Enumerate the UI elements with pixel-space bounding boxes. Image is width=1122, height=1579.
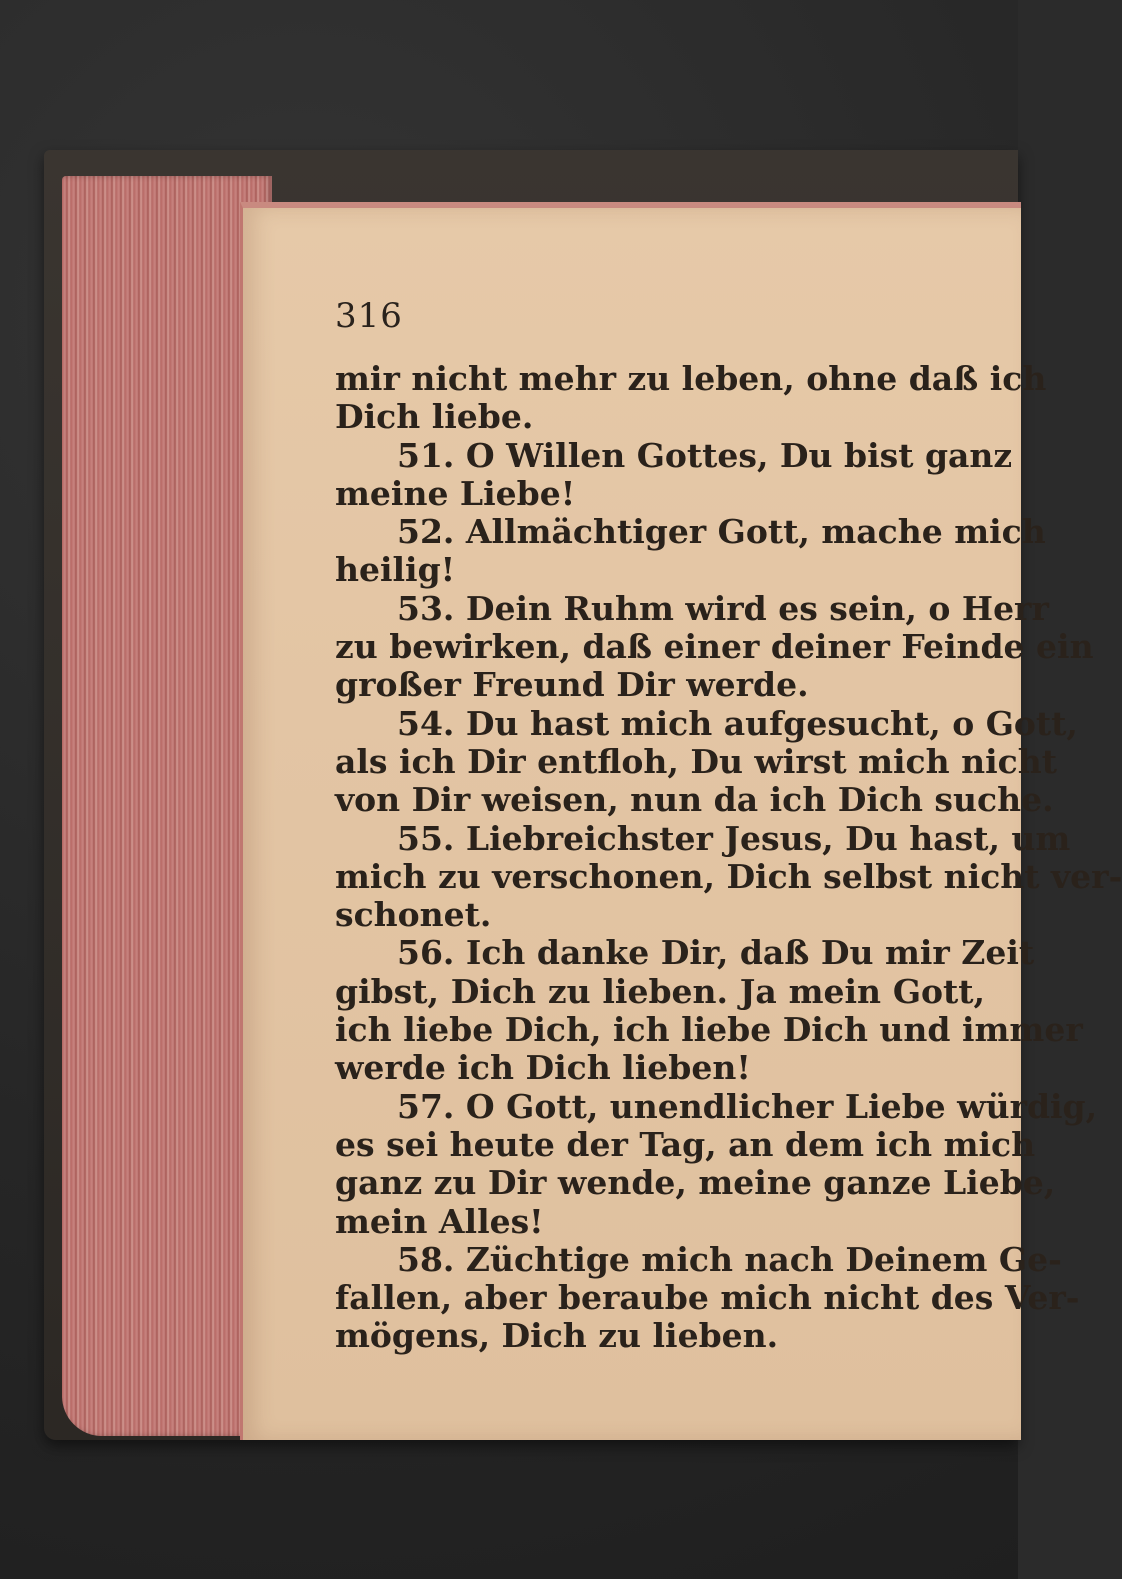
text-line: zu bewirken, daß einer deiner Feinde ein [335, 627, 1094, 667]
text-line: 53. Dein Ruhm wird es sein, o Herr [397, 588, 1049, 628]
text-line: mein Alles! [335, 1201, 544, 1241]
text-line: 54. Du hast mich aufgesucht, o Gott, [397, 703, 1078, 743]
text-line: großer Freund Dir werde. [335, 665, 809, 705]
text-line: meine Liebe! [335, 473, 576, 513]
text-line: 56. Ich danke Dir, daß Du mir Zeit [397, 933, 1035, 973]
text-line: 57. O Gott, unendlicher Liebe würdig, [397, 1086, 1098, 1126]
text-line: als ich Dir entfloh, Du wirst mich nicht [335, 741, 1057, 781]
text-line: 52. Allmächtiger Gott, mache mich [397, 512, 1046, 552]
text-line: 51. O Willen Gottes, Du bist ganz [397, 435, 1013, 475]
page-text [335, 359, 1122, 1356]
text-line: werde ich Dich lieben! [335, 1048, 751, 1088]
text-line: mir nicht mehr zu leben, ohne daß ich [335, 359, 1047, 398]
text-line: ich liebe Dich, ich liebe Dich und immer [335, 1010, 1083, 1050]
text-line: 58. Züchtige mich nach Deinem Ge- [397, 1239, 1062, 1279]
text-line: mögens, Dich zu lieben. [335, 1316, 779, 1356]
text-line: ganz zu Dir wende, meine ganze Liebe, [335, 1163, 1056, 1203]
text-line: es sei heute der Tag, an dem ich mich [335, 1124, 1036, 1164]
text-line: 55. Liebreichster Jesus, Du hast, um [397, 818, 1071, 858]
book [44, 150, 1122, 1440]
text-line: gibst, Dich zu lieben. Ja mein Gott, [335, 971, 985, 1011]
text-line: mich zu verschonen, Dich selbst nicht ver- [335, 856, 1122, 896]
text-line: schonet. [335, 895, 492, 935]
page-number: 316 [335, 296, 403, 336]
text-line: fallen, aber beraube mich nicht des Ver- [335, 1278, 1080, 1318]
text-line: von Dir weisen, nun da ich Dich suche. [335, 780, 1054, 820]
text-line: heilig! [335, 550, 456, 590]
book-page [240, 202, 1122, 1440]
text-line: Dich liebe. [335, 397, 534, 437]
